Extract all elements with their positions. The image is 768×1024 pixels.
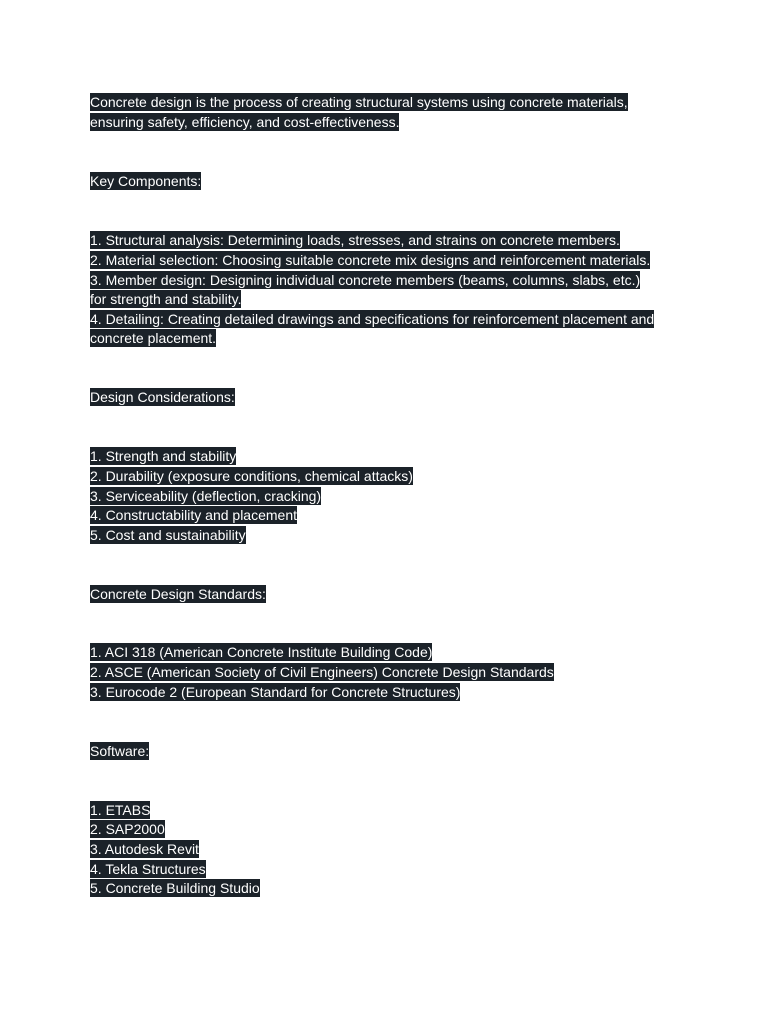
list-item: 2. ASCE (American Society of Civil Engineers) Concrete Design Standards (90, 664, 554, 680)
list-item: 2. Material selection: Choosing suitable concrete mix designs and reinforcement materials. (90, 252, 651, 268)
intro-line: ensuring safety, efficiency, and cost-effectiveness. (90, 114, 400, 130)
list-item: 3. Member design: Designing individual concrete members (beams, columns, slabs, etc.) (90, 272, 641, 288)
list-item: 3. Serviceability (deflection, cracking) (90, 488, 322, 504)
intro-line: Concrete design is the process of creating structural systems using concrete materials, (90, 94, 628, 110)
list-item: 1. Strength and stability (90, 448, 237, 464)
list-item: 1. ETABS (90, 802, 151, 818)
list-item: 3. Autodesk Revit (90, 841, 199, 857)
list-item: 5. Cost and sustainability (90, 527, 246, 543)
list-item: 4. Detailing: Creating detailed drawings and specifications for reinforcement placement and (90, 311, 655, 327)
list-item: 2. SAP2000 (90, 821, 165, 837)
list-item: 4. Constructability and placement (90, 507, 297, 523)
list-item: 1. ACI 318 (American Concrete Institute Building Code) (90, 644, 433, 660)
list-item: 4. Tekla Structures (90, 861, 206, 877)
section-heading-design-considerations: Design Considerations: (90, 389, 235, 405)
list-item: 2. Durability (exposure conditions, chemical attacks) (90, 468, 413, 484)
list-item: for strength and stability. (90, 291, 242, 307)
list-item: 3. Eurocode 2 (European Standard for Concrete Structures) (90, 684, 461, 700)
list-item: 5. Concrete Building Studio (90, 880, 260, 896)
list-item: 1. Structural analysis: Determining loads, stresses, and strains on concrete members. (90, 232, 620, 248)
section-heading-standards: Concrete Design Standards: (90, 586, 266, 602)
section-heading-key-components: Key Components: (90, 173, 202, 189)
section-heading-software: Software: (90, 743, 150, 759)
list-item: concrete placement. (90, 330, 217, 346)
